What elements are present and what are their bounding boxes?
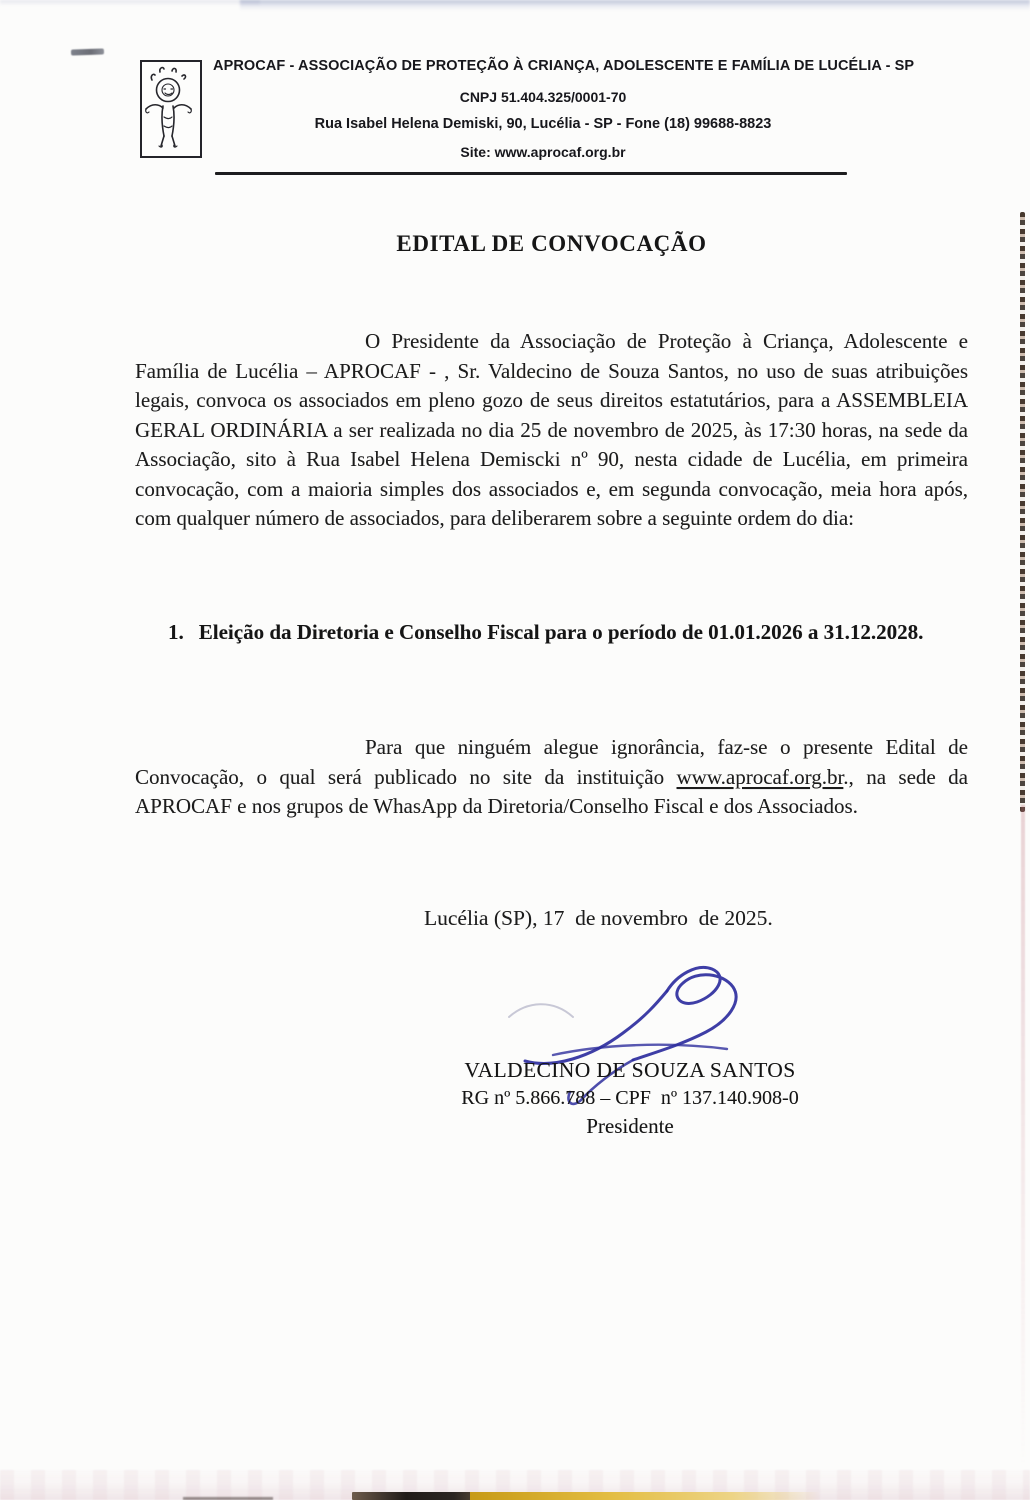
scan-top-smudge xyxy=(240,0,1030,11)
scan-top-smudge-left xyxy=(0,0,260,6)
site-link[interactable]: www.aprocaf.org.br xyxy=(676,764,844,789)
org-site: Site: www.aprocaf.org.br xyxy=(460,144,626,160)
scan-right-binding xyxy=(1020,212,1025,812)
header-divider xyxy=(215,172,847,175)
child-doodle-icon xyxy=(142,62,195,151)
paragraph-publication-end: ., na sede da APROCAF e nos grupos de WhasApp da Diretoria/Conselho Fiscal e dos Associados. xyxy=(135,764,968,818)
scan-right-shadow xyxy=(1021,805,1025,1465)
signer-name: VALDECINO DE SOUZA SANTOS xyxy=(464,1058,796,1082)
org-cnpj: CNPJ 51.404.325/0001-70 xyxy=(459,89,627,105)
agenda-number: 1. xyxy=(168,620,184,644)
paragraph-publication-start: Para que ninguém alegue ignorância, faz-se o presente Edital de Convocação, o qual será publicado no site da instituição xyxy=(135,735,968,789)
scan-top-mark xyxy=(71,48,104,55)
signer-id: RG nº 5.866.788 – CPF nº 137.140.908-0 xyxy=(461,1087,799,1109)
paragraph-publication xyxy=(135,733,968,822)
signer-role: Presidente xyxy=(586,1114,674,1138)
date-line: Lucélia (SP), 17 de novembro de 2025. xyxy=(424,906,773,930)
scan-bottom-yellow-strip xyxy=(470,1492,820,1500)
agenda-text: Eleição da Diretoria e Conselho Fiscal para o período de 01.01.2026 a 31.12.2028. xyxy=(198,620,924,644)
org-address: Rua Isabel Helena Demiski, 90, Lucélia - SP - Fone (18) 99688-8823 xyxy=(314,116,772,132)
paragraph-convocation: O Presidente da Associação de Proteção à Criança, Adolescente e Família de Lucélia – APROCAF - , Sr. Valdecino de Souza Santos, no uso de suas atribuições legais, convoca os associados em pleno gozo de seus direitos estatutários, para a ASSEMBLEIA GERAL ORDINÁRIA a ser realizada no dia 25 de novembro de 2025, às 17:30 horas, na sede da Associação, sito à Rua Isabel Helena Demiscki nº 90, nesta cidade de Lucélia, em primeira convocação, com a maioria simples dos associados e, em segunda convocação, meia hora após, com qualquer número de associados, para deliberarem sobre a seguinte ordem do dia: xyxy=(135,329,968,530)
agenda-item xyxy=(168,617,977,648)
document-title: EDITAL DE CONVOCAÇÃO xyxy=(396,231,707,256)
scan-bottom-dark-strip xyxy=(352,1492,472,1500)
org-logo xyxy=(140,60,202,158)
org-name: APROCAF - ASSOCIAÇÃO DE PROTEÇÃO À CRIANÇA, ADOLESCENTE E FAMÍLIA DE LUCÉLIA - SP xyxy=(213,58,915,74)
